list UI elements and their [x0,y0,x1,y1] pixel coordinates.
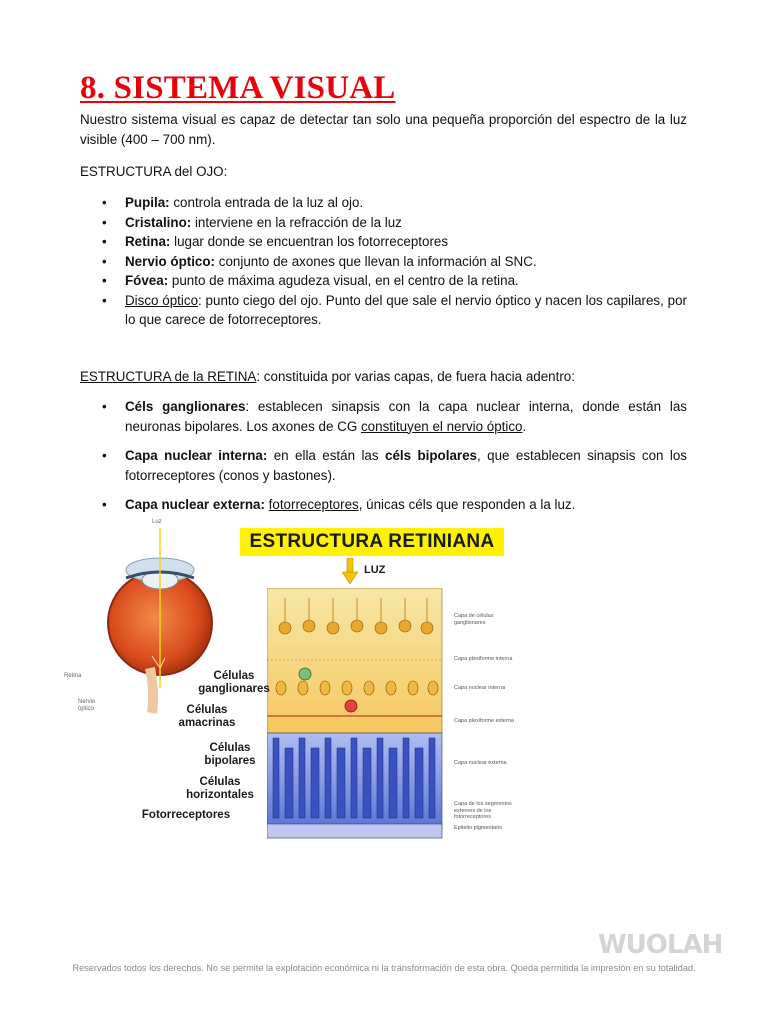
layer-label: Capa nuclear interna [454,685,506,691]
layer-label: Capa nuclear externa [454,760,507,766]
section-heading-retina: ESTRUCTURA de la RETINA: constituida por varias capas, de fuera hacia adentro: [80,369,575,384]
retina-structure-list [80,397,687,515]
cell-label-bipolares: Células bipolares [204,742,256,767]
cell-label-ganglionares: Células ganglionares [198,670,270,695]
layer-label: Epitelio pigmentario [454,825,503,831]
intro-paragraph: Nuestro sistema visual es capaz de detectar tan solo una pequeña proporción del espectro de la luz visible (400 – 700 nm). [80,112,687,147]
layer-label: Capa plexiforme interna [454,656,513,662]
cell-label-amacrinas: Células amacrinas [178,704,236,729]
footer-copyright: Reservados todos los derechos. No se permite la explotación económica ni la transformación de esta obra. Queda permitida la impresión en su totalidad. [72,963,696,973]
wuolah-watermark: WUOLAH [598,930,723,960]
list-item: • Cristalino: interviene en la refracción de la luz [102,214,402,230]
light-arrow-icon [342,558,358,584]
light-label: LUZ [364,564,386,576]
cell-label-horizontales: Células horizontales [186,776,254,801]
eye-label-nervio: Nervio óptico [78,699,96,712]
eye-label-luz: Luz [152,519,162,525]
list-item: • Pupila: controla entrada de la luz al ojo. [102,195,364,210]
layer-label: Capa plexiforme externa [454,718,514,724]
cell-label-fotorreceptores: Fotorreceptores [141,809,231,821]
list-item: • Fóvea: punto de máxima agudeza visual, en el centro de la retina. [102,273,519,288]
list-item: • Disco óptico: punto ciego del ojo. Punto del que sale el nervio óptico y nacen los capilares, por lo que carece de fotorreceptores. [102,292,687,327]
figure-banner: ESTRUCTURA RETINIANA [240,528,504,556]
list-item: • Retina: lugar donde se encuentran los fotorreceptores [102,234,449,249]
list-item: • Céls ganglionares: establecen sinapsis con la capa nuclear interna, donde están las neuronas bipolares. Los axones de CG constituyen el nervio óptico. [102,399,687,434]
layer-label: Capa de células ganglionares [454,613,494,626]
section-heading-eye: ESTRUCTURA del OJO: [80,164,228,179]
eye-structure-list [80,193,687,330]
list-item: • Nervio óptico: conjunto de axones que llevan la información al SNC. [102,253,537,269]
retina-structure-figure [60,518,530,848]
list-item: • Capa nuclear interna: en ella están las céls bipolares, que establecen sinapsis con los fotorreceptores (conos y bastones). [102,448,687,483]
eye-label-retina: Retina [64,673,82,679]
layer-label: Capa de los segmentos externos de los fotorreceptores [454,801,512,820]
page-title: 8. SISTEMA VISUAL [80,70,396,106]
list-item: • Capa nuclear externa: fotorreceptores, únicas céls que responden a la luz. [102,497,576,512]
retina-layers-diagram [267,588,447,840]
